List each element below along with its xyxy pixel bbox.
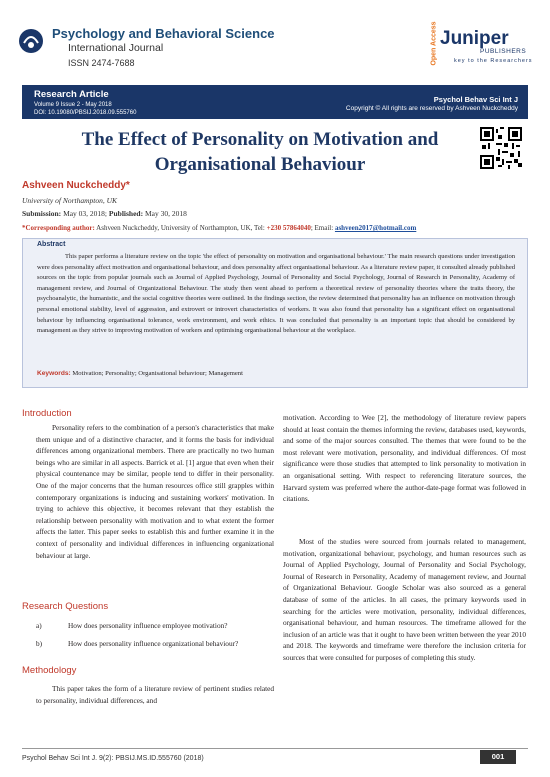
footer-citation: Psychol Behav Sci Int J. 9(2): PBSIJ.MS.ID.555760 (2018) (22, 755, 204, 762)
sources-paragraph: Most of the studies were sourced from journals related to management, motivation, organizational behaviour, psychology, and human resources such as Journal of Applied Psychology, Journal of Personality and Social Psychology, Journal of Research in Personality, Academy of management review, and Journal of Organizational Behaviour. Google Scholar was also sourced as a general database of some of the articles. In all cases, the primary keywords used in searching for the articles were motivation, personality, individual differences, organisational behaviour, and human resources. The timeframe allowed for the inclusion of an article was that it ought to have been written between the year 2010 and 2018. The keywords and timeframe were therefore the inclusion criteria for sources that were consulted for purposes of completing this study. (283, 537, 526, 662)
submission-date: May 03, 2018; (63, 209, 108, 218)
article-type: Research Article (34, 89, 109, 100)
corresponding-author (22, 224, 416, 232)
publisher-tagline: key to the Researchers (454, 58, 533, 64)
journal-issn: ISSN 2474-7688 (68, 58, 135, 68)
author-affiliation: University of Northampton, UK (22, 196, 117, 205)
abstract-text: This paper performs a literature review on the topic 'the effect of personality on motivation and organisational behaviour.' The main research questions under investigation were does personality affect motivation and organisational behaviour, and does personality affect organisational behaviour. As a literature review paper, it consulted already published sources on the topic from popular journals such as Journal of Applied Psychology, Journal of Personality and Social Psychology, Journal of Research in Personality, Academy of management review, and Journal of Organizational Behaviour. The study then went ahead to perform a theoretical review of personality theories where the traits theory, the psychoanalytic, the humanistic, and the social cognitive theories were outlined. In the findings section, the review determined that personality has an influence on motivation through personal emotional stability, level of aggression, and extrovert or introvert characteristics of workers. It was also found that personality has a significant effect on organisational behaviour by influencing organisational tolerance, work environment, and work ethics. It was concluded that personality is an important topic that should be considered by management as they strive to improving motivation of workers and optimising organisational behaviour at the workplace. (37, 253, 515, 335)
publisher-name: Juniper (440, 28, 509, 49)
journal-abbreviation: Psychol Behav Sci Int J (433, 95, 518, 104)
keywords (37, 370, 515, 377)
methodology-continued-paragraph: motivation. According to Wee [2], the methodology of literature review papers should at least contain the themes informing the review, databases used, keywords, and some of the major sources consulted. The themes that were found to be the most relevant were motivation, personality, and individual differences. Of most significance were those studies that attempted to link personality to motivation in an organisational setting. With respect to referencing literature sources, the Harvard system was preferred where the author-date-page format was followed in citations. (283, 413, 526, 504)
keywords-label: Keywords: (37, 370, 71, 377)
publisher-logo (418, 21, 536, 68)
methodology-heading: Methodology (22, 665, 77, 676)
abstract-box (22, 238, 528, 388)
copyright-notice: Copyright © All rights are reserved by Ashveen Nuckcheddy (345, 105, 518, 112)
publisher-suffix: PUBLISHERS (480, 48, 527, 55)
methodology-paragraph: This paper takes the form of a literature review of pertinent studies related to personality, individual differences, and (36, 684, 274, 705)
open-access-label: Open Access (430, 21, 438, 66)
article-title: The Effect of Personality on Motivation and Organisational Behaviour (81, 129, 439, 175)
corresponding-email-link[interactable]: ashveen2017@hotmail.com (334, 224, 417, 232)
introduction-heading: Introduction (22, 408, 72, 419)
research-question-a-marker: a) (36, 621, 42, 630)
research-question-a: How does personality influence employee motivation? (68, 621, 228, 630)
volume-info: Volume 9 Issue 2 - May 2018 (34, 102, 112, 108)
published-date: May 30, 2018 (144, 209, 187, 218)
publication-dates (22, 209, 187, 218)
research-question-b: How does personality influence organizational behaviour? (68, 639, 239, 648)
open-access-mark (418, 21, 438, 66)
research-questions-heading: Research Questions (22, 601, 109, 612)
submission-label: Submission: (22, 209, 62, 218)
article-banner (22, 85, 528, 119)
author-name: Ashveen Nuckcheddy* (22, 180, 130, 191)
published-label: Published: (108, 209, 144, 218)
journal-subtitle: International Journal (68, 42, 164, 54)
corresponding-phone: +230 57864040 (266, 224, 311, 232)
research-question-b-marker: b) (36, 639, 43, 648)
email-label: ; Email: (310, 224, 334, 232)
introduction-paragraph: Personality refers to the combination of a person's characteristics that make them unique and of a distinctive character, and it forms the basis for individual differences among organizational members. There are practically no two human beings who are similar in all aspects. Barrick et al. [1] argue that even when their physical countenance may be similar, people tend to differ in their personality. One of the major concerns that the human resources office still grapples within contemporary organizations is inducing and sustaining workers' motivation. In trying to achieve this objective, it becomes relevant that they establish the relationship between personality with motivation and to what extent the former affects the latter. This paper seeks to establish this and further examine it in the context of personality and individual differences in influencing organizational behaviour at large. (36, 423, 274, 560)
keywords-list: Motivation; Personality; Organisational behaviour; Management (72, 370, 243, 377)
footer-divider (22, 748, 528, 749)
page-number: 001 (480, 750, 516, 764)
journal-header (0, 0, 550, 80)
journal-logo-icon (18, 28, 44, 54)
journal-name: Psychology and Behavioral Science (52, 26, 275, 41)
doi-link[interactable]: DOI: 10.19080/PBSIJ.2018.09.555760 (34, 110, 137, 116)
corresponding-label: *Corresponding author: (22, 224, 95, 232)
corresponding-text: Ashveen Nuckcheddy, University of Northampton, UK, Tel: (96, 224, 265, 232)
qr-code-icon[interactable] (480, 127, 522, 169)
abstract-heading: Abstract (37, 241, 66, 248)
